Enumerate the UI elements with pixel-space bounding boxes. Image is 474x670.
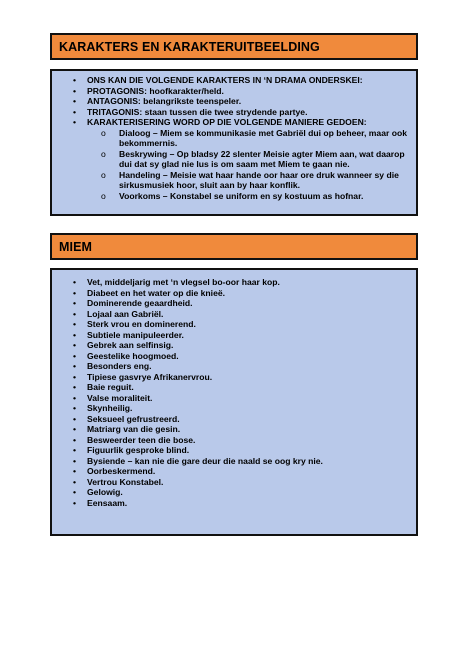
list-item: • Subtiele manipuleerder. [73, 330, 410, 341]
miem-list [52, 277, 410, 508]
list-item: • Tipiese gasvrye Afrikanervrou. [73, 372, 410, 383]
list-item: • Sterk vrou en dominerend. [73, 319, 410, 330]
section-title: KARAKTERS EN KARAKTERUITBEELDING [59, 39, 320, 54]
list-item: • Gebrek aan selfinsig. [73, 340, 410, 351]
list-item: • Eensaam. [73, 498, 410, 509]
list-item [73, 117, 410, 201]
list-item: • Oorbeskermend. [73, 466, 410, 477]
sub-list-item: o Voorkoms – Konstabel se uniform en sy kostuum as hofnar. [101, 191, 410, 202]
sub-list-item: o Beskrywing – Op bladsy 22 slenter Meisie agter Miem aan, wat daarop dui dat sy glad nie lus is om saam met Miem te gaan nie. [101, 149, 410, 170]
list-item: • Seksueel gefrustreerd. [73, 414, 410, 425]
list-item: • Valse moraliteit. [73, 393, 410, 404]
list-item: • Figuurlik gesproke blind. [73, 445, 410, 456]
list-item: • Matriarg van die gesin. [73, 424, 410, 435]
section-header-miem [50, 233, 418, 260]
list-item: • Besweerder teen die bose. [73, 435, 410, 446]
list-item: • Bysiende – kan nie die gare deur die naald se oog kry nie. [73, 456, 410, 467]
list-item: • Vertrou Konstabel. [73, 477, 410, 488]
section-header-karakters [50, 33, 418, 60]
list-item: • PROTAGONIS: hoofkarakter/held. [73, 86, 410, 97]
list-item: • Vet, middeljarig met ‘n vlegsel bo-oor haar kop. [73, 277, 410, 288]
list-item: • Lojaal aan Gabriël. [73, 309, 410, 320]
list-item: • Gelowig. [73, 487, 410, 498]
list-item: • Dominerende geaardheid. [73, 298, 410, 309]
sub-list-item: o Dialoog – Miem se kommunikasie met Gabriël dui op beheer, maar ook bekommernis. [101, 128, 410, 149]
list-item: • Baie reguit. [73, 382, 410, 393]
karakters-list [52, 75, 410, 201]
sub-list-item: o Handeling – Meisie wat haar hande oor haar ore druk wanneer sy die sirkusmusiek hoor, sluit aan by haar konflik. [101, 170, 410, 191]
list-item: • TRITAGONIS: staan tussen die twee strydende partye. [73, 107, 410, 118]
list-item-text: KARAKTERISERING WORD OP DIE VOLGENDE MANIERE GEDOEN: [87, 117, 367, 127]
list-item: • Besonders eng. [73, 361, 410, 372]
section-title: MIEM [59, 239, 93, 254]
list-item: • Skynheilig. [73, 403, 410, 414]
list-item: • ANTAGONIS: belangrikste teenspeler. [73, 96, 410, 107]
list-item: • Geestelike hoogmoed. [73, 351, 410, 362]
miem-content-box [50, 268, 418, 536]
list-item: • ONS KAN DIE VOLGENDE KARAKTERS IN ‘N DRAMA ONDERSKEI: [73, 75, 410, 86]
list-item: • Diabeet en het water op die knieë. [73, 288, 410, 299]
karakterisering-sublist [87, 128, 410, 202]
karakters-content-box [50, 69, 418, 216]
